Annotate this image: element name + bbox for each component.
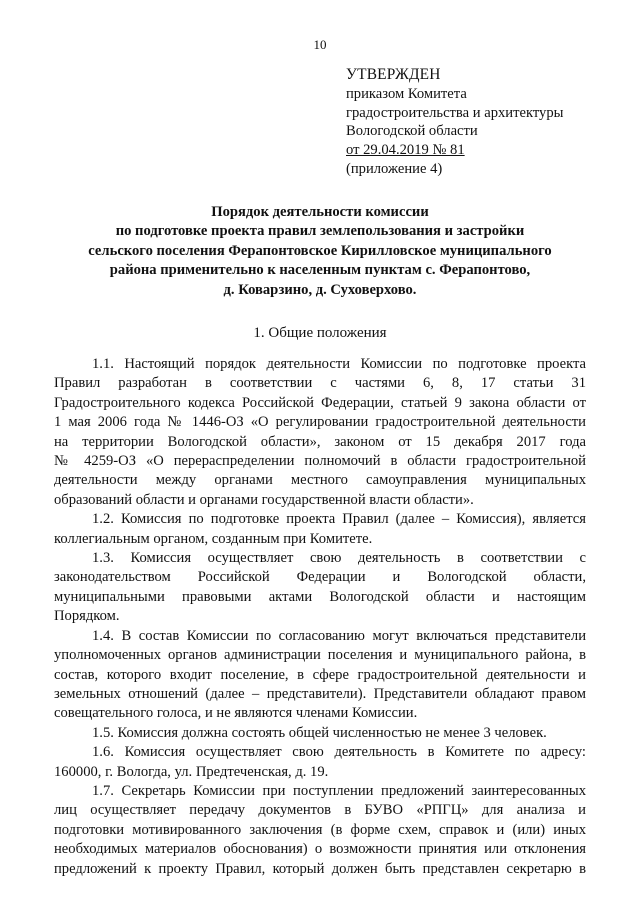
- text-line: подготовки мотивированного заключения (в форме схем, справок и (или) иных: [54, 821, 586, 838]
- paragraph-1-3: [54, 549, 586, 627]
- page-number: 10: [313, 37, 327, 52]
- text-line: 1.4. В состав Комиссии по согласованию могут включаться представители: [92, 627, 586, 644]
- text-line: лиц осуществляет передачу документов в БУВО «РПГЦ» для анализа и: [54, 802, 586, 819]
- title-line: по подготовке проекта правил землепользования и застройки: [115, 223, 525, 240]
- approval-line: градостроительства и архитектуры: [346, 104, 564, 121]
- text-line: уполномоченных органов администрации поселения и муниципального района, в: [54, 647, 586, 664]
- text-line: 1.7. Секретарь Комиссии при поступлении предложений заинтересованных: [92, 782, 586, 799]
- text-line: совещательного голоса, и не являются членами Комиссии.: [54, 705, 418, 722]
- text-line: муниципальными правовыми актами Вологодской области и настоящим: [54, 588, 586, 605]
- approval-line: Вологодской области: [346, 123, 478, 140]
- text-line: законодательством Российской Федерации и Вологодской области,: [54, 569, 586, 586]
- text-line: состав, которого входит поселение, в сфере градостроительной деятельности и: [54, 666, 586, 683]
- text-line: земельных отношений (далее – представители). Представители обладают правом: [54, 685, 586, 702]
- text-line: Порядком.: [54, 608, 120, 625]
- approval-line: приказом Комитета: [346, 85, 467, 102]
- paragraph-1-4: [54, 627, 586, 724]
- paragraph-1-5: [54, 724, 586, 743]
- paragraph-1-1: [54, 355, 586, 510]
- paragraph-1-7: [54, 782, 586, 879]
- approval-heading: УТВЕРЖДЕН: [346, 66, 441, 83]
- title-line: района применительно к населенным пунктам с. Ферапонтово,: [109, 262, 531, 279]
- text-line: образований области и органами государственной власти области».: [54, 491, 474, 508]
- paragraph-1-2: [54, 510, 586, 549]
- text-line: 1.6. Комиссия осуществляет свою деятельность в Комитете по адресу:: [92, 744, 586, 761]
- paragraph-1-6: [54, 743, 586, 782]
- title-line: д. Коварзино, д. Суховерхово.: [223, 281, 417, 298]
- document-body: [54, 355, 586, 879]
- text-line: 160000, г. Вологда, ул. Предтеченская, д. 19.: [54, 763, 329, 780]
- approval-order-date: от 29.04.2019 № 81: [346, 142, 465, 159]
- text-line: коллегиальным органом, созданным при Комитете.: [54, 530, 373, 547]
- title-line: Порядок деятельности комиссии: [211, 204, 429, 220]
- text-line: 1 мая 2006 года № 1446-ОЗ «О регулировании градостроительной деятельности: [54, 414, 586, 431]
- approval-stamp: [346, 66, 626, 179]
- text-line: необходимых материалов обоснования) о возможности принятия или отклонения: [54, 841, 586, 858]
- text-line: 1.2. Комиссия по подготовке проекта Правил (далее – Комиссия), является: [92, 511, 586, 528]
- document-title: [60, 203, 580, 300]
- title-line: сельского поселения Ферапонтовское Кирилловское муниципального: [88, 242, 552, 259]
- approval-appendix: (приложение 4): [346, 160, 443, 177]
- text-line: 1.3. Комиссия осуществляет свою деятельность в соответствии с: [92, 550, 586, 567]
- text-line: на территории Вологодской области», законом от 15 декабря 2017 года: [54, 433, 586, 450]
- text-line: деятельности между органами местного самоуправления муниципальных: [54, 472, 586, 489]
- text-line: 1.5. Комиссия должна состоять общей численностью не менее 3 человек.: [92, 724, 547, 741]
- text-line: предложений к проекту Правил, который должен быть представлен секретарю в: [54, 860, 586, 877]
- text-line: № 4259-ОЗ «О перераспределении полномочий в области градостроительной: [54, 453, 586, 470]
- text-line: Правил разработан в соответствии с частями 6, 8, 17 статьи 31: [54, 375, 586, 392]
- text-line: 1.1. Настоящий порядок деятельности Комиссии по подготовке проекта: [92, 356, 586, 372]
- text-line: Градостроительного кодекса Российской Федерации, статьей 9 закона области от: [54, 394, 586, 411]
- section-heading: 1. Общие положения: [253, 325, 387, 341]
